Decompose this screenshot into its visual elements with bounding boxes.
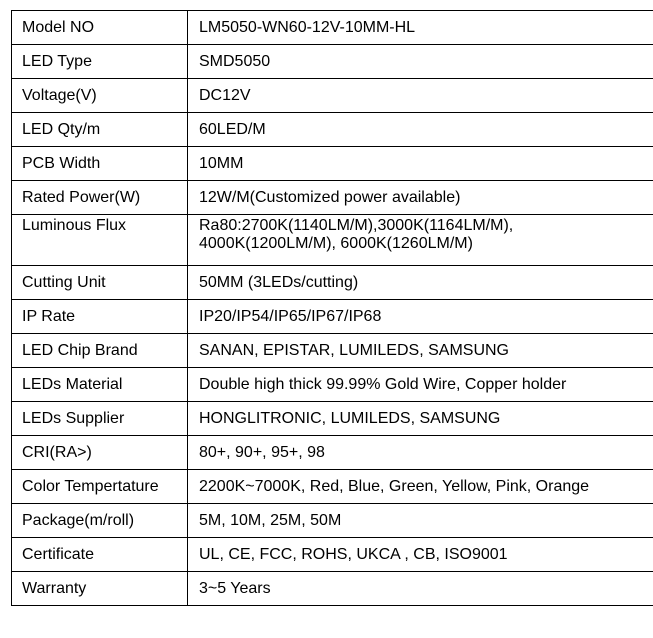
- spec-value-line: UL, CE, FCC, ROHS, UKCA , CB, ISO9001: [199, 545, 508, 563]
- spec-value-line: 3~5 Years: [199, 579, 271, 597]
- spec-value-line: Double high thick 99.99% Gold Wire, Copper holder: [199, 375, 567, 393]
- spec-value-line: LM5050-WN60-12V-10MM-HL: [199, 18, 416, 36]
- spec-value-line: SMD5050: [199, 52, 271, 70]
- spec-table-body: [12, 11, 653, 606]
- spec-row: [12, 368, 653, 402]
- spec-row: [12, 147, 653, 181]
- spec-label: LED Qty/m: [12, 113, 188, 147]
- spec-value: [188, 572, 653, 606]
- spec-value: [188, 181, 653, 215]
- spec-label: LED Type: [12, 45, 188, 79]
- spec-row: [12, 45, 653, 79]
- spec-label: CRI(RA>): [12, 436, 188, 470]
- spec-value-line: SANAN, EPISTAR, LUMILEDS, SAMSUNG: [199, 341, 509, 359]
- spec-row: [12, 300, 653, 334]
- spec-value: [188, 470, 653, 504]
- spec-label: Rated Power(W): [12, 181, 188, 215]
- spec-value: [188, 113, 653, 147]
- spec-label: Luminous Flux: [12, 215, 188, 266]
- spec-value-line: 10MM: [199, 154, 244, 172]
- spec-value-line: 5M, 10M, 25M, 50M: [199, 511, 342, 529]
- spec-label: LEDs Supplier: [12, 402, 188, 436]
- spec-row: [12, 334, 653, 368]
- spec-value: [188, 79, 653, 113]
- spec-value-line: 60LED/M: [199, 120, 266, 138]
- spec-table: [11, 10, 653, 606]
- spec-value: [188, 538, 653, 572]
- spec-label: Cutting Unit: [12, 266, 188, 300]
- spec-value: [188, 45, 653, 79]
- spec-row: [12, 538, 653, 572]
- spec-label: Warranty: [12, 572, 188, 606]
- spec-value: [188, 215, 653, 266]
- spec-row: [12, 181, 653, 215]
- spec-label: IP Rate: [12, 300, 188, 334]
- spec-value-line: DC12V: [199, 86, 251, 104]
- spec-value: [188, 436, 653, 470]
- spec-row: [12, 266, 653, 300]
- spec-label: Model NO: [12, 11, 188, 45]
- spec-value: [188, 504, 653, 538]
- spec-label: Package(m/roll): [12, 504, 188, 538]
- spec-label: Color Tempertature: [12, 470, 188, 504]
- spec-label: LEDs Material: [12, 368, 188, 402]
- spec-value: [188, 147, 653, 181]
- spec-value-line: 12W/M(Customized power available): [199, 188, 461, 206]
- spec-value: [188, 334, 653, 368]
- spec-value-line: IP20/IP54/IP65/IP67/IP68: [199, 307, 382, 325]
- spec-row: [12, 504, 653, 538]
- spec-value-line: HONGLITRONIC, LUMILEDS, SAMSUNG: [199, 409, 501, 427]
- spec-label: Voltage(V): [12, 79, 188, 113]
- spec-row: [12, 79, 653, 113]
- spec-value: [188, 11, 653, 45]
- spec-row: [12, 11, 653, 45]
- spec-value: [188, 300, 653, 334]
- spec-row: [12, 402, 653, 436]
- spec-value: [188, 266, 653, 300]
- spec-row: [12, 470, 653, 504]
- spec-value-line: Ra80:2700K(1140LM/M),3000K(1164LM/M),: [199, 217, 514, 234]
- spec-value-line: 2200K~7000K, Red, Blue, Green, Yellow, Pink, Orange: [199, 477, 590, 495]
- spec-label: PCB Width: [12, 147, 188, 181]
- spec-value-line: 80+, 90+, 95+, 98: [199, 443, 325, 461]
- spec-label: Certificate: [12, 538, 188, 572]
- spec-label: LED Chip Brand: [12, 334, 188, 368]
- spec-row: [12, 113, 653, 147]
- spec-value-line: 4000K(1200LM/M), 6000K(1260LM/M): [199, 235, 473, 252]
- spec-value-line: 50MM (3LEDs/cutting): [199, 273, 359, 291]
- spec-row: [12, 215, 653, 266]
- spec-value: [188, 368, 653, 402]
- spec-row: [12, 572, 653, 606]
- spec-value: [188, 402, 653, 436]
- spec-row: [12, 436, 653, 470]
